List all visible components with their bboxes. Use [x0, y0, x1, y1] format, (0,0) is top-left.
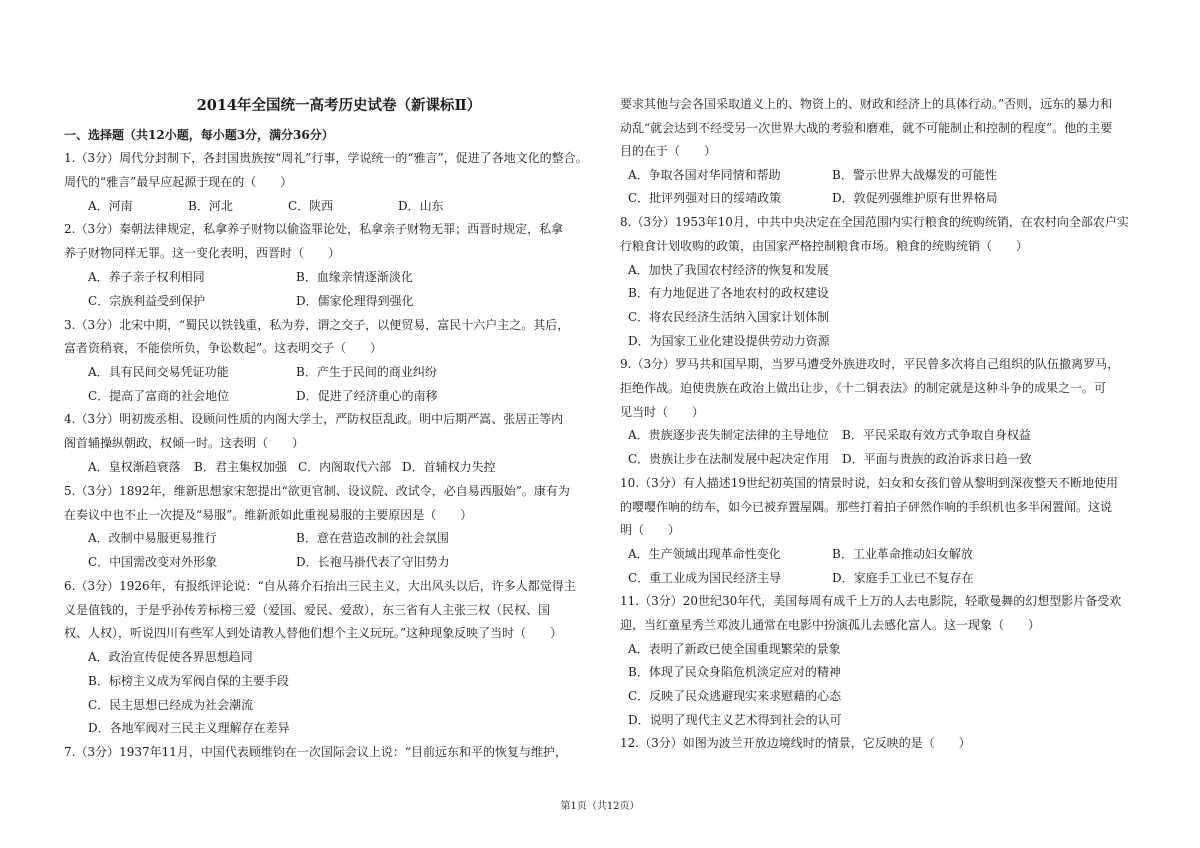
- q6-option-b: B．标榜主义成为军阀自保的主要手段: [88, 674, 289, 688]
- q8-option-b: B．有力地促进了各地农村的政权建设: [628, 286, 829, 300]
- q5-option-d: D．长袍马褂代表了守旧势力: [296, 555, 450, 569]
- q7-option-b: B．警示世界大战爆发的可能性: [832, 168, 997, 182]
- q11-option-c: C．反映了民众逃避现实来求慰藉的心态: [628, 689, 842, 703]
- q11-option-d: D．说明了现代主义艺术得到社会的认可: [628, 713, 842, 727]
- question-7-text: 7.（3分）1937年11月，中国代表顾维钧在一次国际会议上说：“目前远东和平的恢复与维护，: [64, 745, 568, 759]
- question-8-text-cont: 行粮食计划收购的政策，由国家严格控制粮食市场。粮食的统购统销（ ）: [620, 239, 1029, 253]
- q8-option-a: A．加快了我国农村经济的恢复和发展: [628, 263, 829, 277]
- q1-option-a: A．河南: [88, 199, 133, 213]
- question-11-text: 11.（3分）20世纪30年代，美国每周有成千上万的人去电影院，轻歌曼舞的幻想型影片备受欢: [620, 594, 1122, 608]
- question-5-text-cont: 在奏议中也不止一次提及“易服”。维新派如此重视易服的主要原因是（ ）: [64, 508, 473, 522]
- question-1-text: 1.（3分）周代分封制下，各封国贵族按“周礼”行事，学说统一的“雅言”，促进了各地文化的整合。: [64, 151, 588, 165]
- q2-option-c: C．宗族利益受到保护: [88, 294, 206, 308]
- q6-option-a: A．政治宣传促使各界思想趋同: [88, 650, 253, 664]
- question-8-text: 8.（3分）1953年10月，中共中央决定在全国范围内实行粮食的统购统销，在农村向全部农户实: [620, 215, 1129, 229]
- q3-option-a: A．具有民间交易凭证功能: [88, 365, 229, 379]
- q8-option-c: C．将农民经济生活纳入国家计划体制: [628, 310, 830, 324]
- question-3-text: 3.（3分）北宋中期，“蜀民以铁钱重，私为券，谓之交子，以便贸易，富民十六户主之。其后，: [64, 318, 570, 332]
- q4-option-b: B．君主集权加强: [194, 460, 287, 474]
- q7-option-a: A．争取各国对华同情和帮助: [628, 168, 781, 182]
- q3-option-c: C．提高了富商的社会地位: [88, 389, 230, 403]
- exam-title: 2014年全国统一高考历史试卷（新课标Ⅱ）: [196, 97, 482, 114]
- question-7-text-cont3: 目的在于（ ）: [620, 144, 717, 158]
- question-1-text-cont: 周代的“雅言”最早应起源于现在的（ ）: [64, 175, 293, 189]
- question-10-text-cont2: 明（ ）: [620, 523, 681, 537]
- q11-option-a: A．表明了新政已使全国重现繁荣的景象: [628, 642, 841, 656]
- question-6-text-cont2: 权、人权），听说四川有些军人到处请教人替他们想个主义玩玩。”这种现象反映了当时（ ）: [64, 626, 563, 640]
- q5-option-a: A．改制中易服更易推行: [88, 531, 217, 545]
- q3-option-d: D．促进了经济重心的南移: [296, 389, 438, 403]
- q6-option-d: D．各地军阀对三民主义理解存在差异: [88, 721, 290, 735]
- q5-option-b: B．意在营造改制的社会氛围: [296, 531, 449, 545]
- q4-option-d: D．首辅权力失控: [402, 460, 496, 474]
- q1-option-d: D．山东: [398, 199, 444, 213]
- q7-option-d: D．敦促列强维护原有世界格局: [832, 191, 998, 205]
- q10-option-d: D．家庭手工业已不复存在: [832, 571, 974, 585]
- q1-option-c: C．陕西: [288, 199, 334, 213]
- question-7-text-cont: 要求其他与会各国采取道义上的、物资上的、财政和经济上的具体行动。”否则，远东的暴力和: [620, 97, 1113, 111]
- question-3-text-cont: 富者资稍衰，不能偿所负，争讼数起”。这表明交子（ ）: [64, 341, 383, 355]
- q9-option-d: D．平面与贵族的政治诉求日趋一致: [842, 452, 1032, 466]
- q10-option-c: C．重工业成为国民经济主导: [628, 571, 782, 585]
- q2-option-b: B．血缘亲情逐渐淡化: [296, 270, 413, 284]
- q11-option-b: B．体现了民众身陷危机淡定应对的精神: [628, 665, 841, 679]
- question-9-text-cont2: 见当时（ ）: [620, 405, 705, 419]
- question-10-text-cont: 的嘤嘤作响的纺车，如今已被弃置屋隅。那些打着拍子砰然作响的手织机也多半闲置闻。这说: [620, 500, 1113, 514]
- q10-option-b: B．工业革命推动妇女解放: [832, 547, 973, 561]
- section-heading: 一、选择题（共12小题，每小题3分，满分36分）: [64, 128, 334, 142]
- q4-option-a: A．皇权渐趋衰落: [88, 460, 181, 474]
- question-11-text-cont: 迎，当红童星秀兰邓波儿通常在电影中扮演孤儿去感化富人。这一现象（ ）: [620, 618, 1041, 632]
- question-10-text: 10.（3分）有人描述19世纪初英国的情景时说，妇女和女孩们曾从黎明到深夜整天不断地使用: [620, 476, 1118, 490]
- page-footer: 第1页（共12页）: [560, 801, 640, 812]
- q4-option-c: C．内阁取代六部: [298, 460, 392, 474]
- q9-option-c: C．贵族让步在法制发展中起决定作用: [628, 452, 830, 466]
- q9-option-a: A．贵族逐步丧失制定法律的主导地位: [628, 428, 829, 442]
- q10-option-a: A．生产领域出现革命性变化: [628, 547, 781, 561]
- q2-option-d: D．儒家伦理得到强化: [296, 294, 414, 308]
- question-12-text: 12.（3分）如图为波兰开放边境线时的情景，它反映的是（ ）: [620, 736, 971, 750]
- q2-option-a: A．养子亲子权利相同: [88, 270, 205, 284]
- q9-option-b: B．平民采取有效方式争取自身权益: [842, 428, 1031, 442]
- q3-option-b: B．产生于民间的商业纠纷: [296, 365, 437, 379]
- question-2-text-cont: 养子财物同样无罪。这一变化表明，西晋时（ ）: [64, 246, 341, 260]
- question-4-text: 4.（3分）明初废丞相、设顾问性质的内阁大学士，严防权臣乱政。明中后期严嵩、张居正等内: [64, 412, 564, 426]
- q8-option-d: D．为国家工业化建设提供劳动力资源: [628, 334, 830, 348]
- question-7-text-cont2: 动乱“就会达到不经受另一次世界大战的考验和磨难，就不可能制止和控制的程度”。他的主要: [620, 121, 1113, 135]
- q6-option-c: C．民主思想已经成为社会潮流: [88, 698, 254, 712]
- question-9-text-cont: 拒绝作战。迫使贵族在政治上做出让步，《十二铜表法》的制定就是这种斗争的成果之一。可: [620, 381, 1107, 395]
- question-4-text-cont: 阁首辅操纵朝政，权倾一时。这表明（ ）: [64, 436, 305, 450]
- question-2-text: 2.（3分）秦朝法律规定，私拿养子财物以偷盗罪论处，私拿亲子财物无罪；西晋时规定，私拿: [64, 222, 564, 236]
- q7-option-c: C．批评列强对日的绥靖政策: [628, 191, 782, 205]
- q1-option-b: B．河北: [188, 199, 233, 213]
- question-6-text-cont: 义是值钱的，于是乎孙传芳标榜三爱（爱国、爱民、爱敌），东三省有人主张三权（民权、国: [64, 603, 551, 617]
- question-5-text: 5.（3分）1892年，维新思想家宋恕提出“欲更官制、设议院、改试令，必自易西服始”。康有为: [64, 484, 570, 498]
- q5-option-c: C．中国需改变对外形象: [88, 555, 218, 569]
- question-9-text: 9.（3分）罗马共和国早期，当罗马遭受外族进攻时，平民曾多次将自己组织的队伍撤离罗马，: [620, 357, 1120, 371]
- question-6-text: 6.（3分）1926年，有报纸评论说：“自从蒋介石抬出三民主义，大出风头以后，许多人都觉得主: [64, 579, 576, 593]
